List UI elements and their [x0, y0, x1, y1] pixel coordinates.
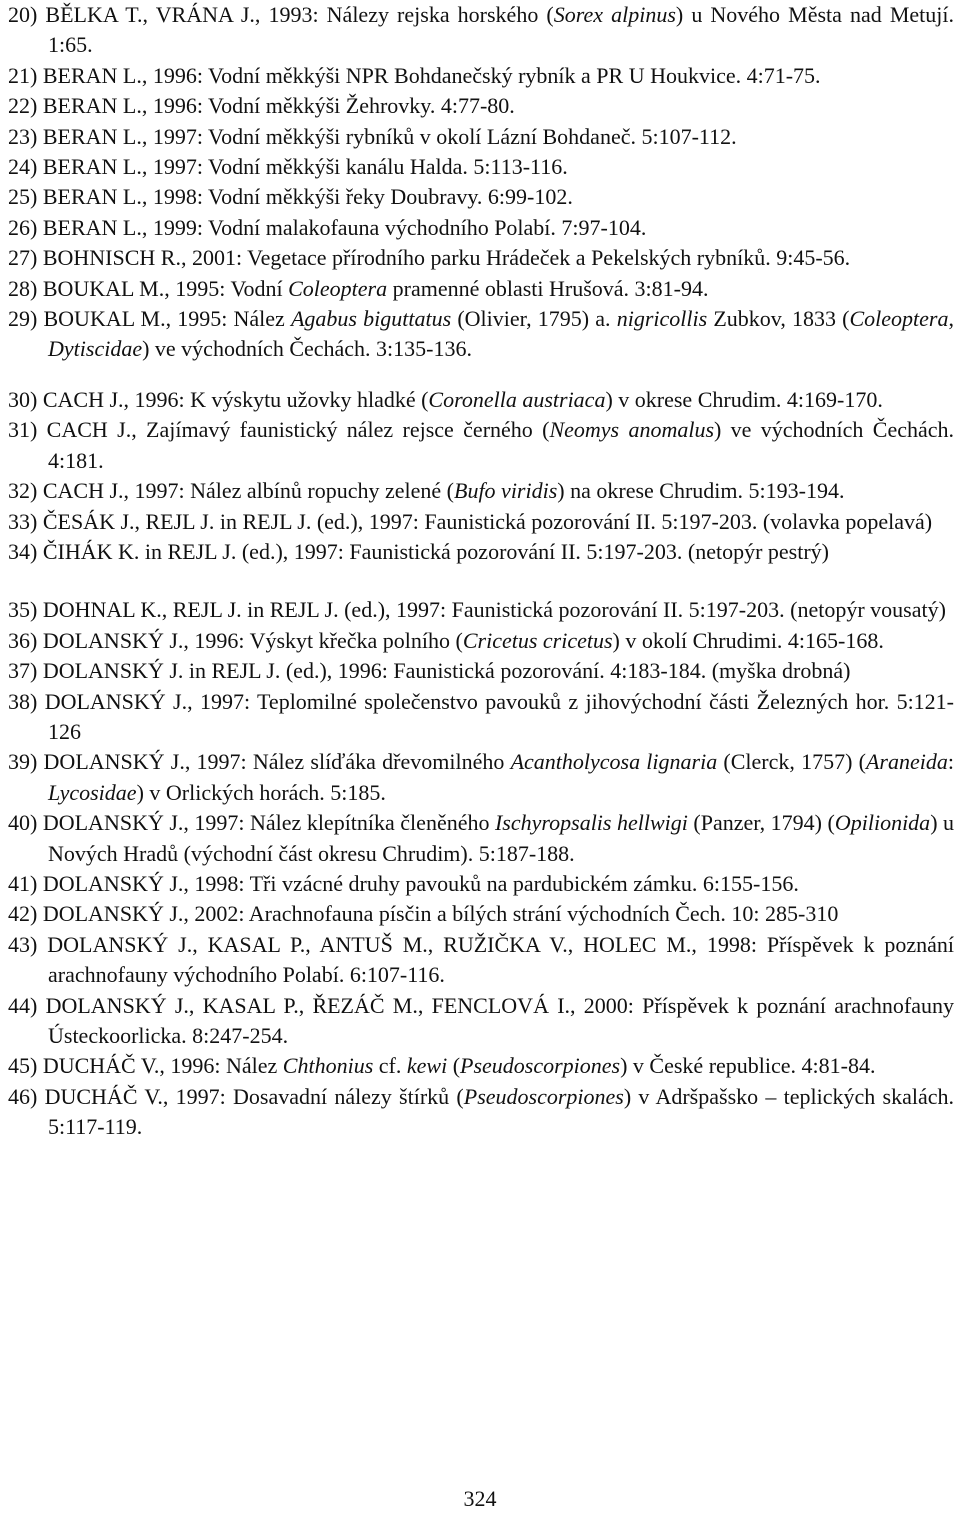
reference-entry — [8, 595, 954, 625]
reference-text: DOLANSKÝ J., 1996: Výskyt křečka polního ( — [42, 627, 463, 653]
reference-text: BERAN L., 1998: Vodní měkkýši řeky Doubravy. 6:99-102. — [42, 184, 573, 210]
reference-number: 29) — [8, 306, 38, 332]
reference-text: ) v České republice. 4:81-84. — [620, 1053, 876, 1079]
taxon-name: Ischyropsalis hellwigi — [494, 810, 688, 836]
reference-text: DOLANSKÝ J., 2002: Arachnofauna písčin a bílých strání východních Čech. 10: 285-310 — [42, 901, 839, 927]
reference-entry — [8, 626, 954, 656]
reference-text: DUCHÁČ V., 1997: Dosavadní nálezy štírků ( — [44, 1083, 464, 1109]
reference-number: 28) — [8, 275, 38, 301]
reference-number: 43) — [8, 931, 38, 957]
taxon-name: Cricetus cricetus — [462, 627, 613, 653]
taxon-name: Pseudoscorpiones — [463, 1083, 624, 1109]
reference-number: 35) — [8, 597, 38, 623]
reference-entry — [8, 991, 954, 1052]
reference-number: 23) — [8, 123, 38, 149]
reference-text: (Panzer, 1794) ( — [687, 810, 835, 836]
reference-text: cf. — [373, 1053, 407, 1079]
reference-entry — [8, 0, 954, 61]
reference-entry — [8, 304, 954, 365]
reference-entry — [8, 274, 954, 304]
reference-number: 22) — [8, 93, 38, 119]
reference-entry — [8, 476, 954, 506]
taxon-name: Opilionida — [834, 810, 931, 836]
reference-text: ) u Nového Města nad Metují. 1:65. — [48, 2, 955, 58]
reference-text: Zubkov, 1833 ( — [707, 306, 850, 332]
reference-text: BERAN L., 1996: Vodní měkkýši Žehrovky. 4:77-80. — [42, 93, 515, 119]
reference-text: DOLANSKÝ J., KASAL P., ŘEZÁČ M., FENCLOVÁ I., 2000: Příspěvek k poznání arachnofauny Ústeckoorlicka. 8:247-254. — [45, 992, 954, 1048]
reference-text: DOLANSKÝ J., 1997: Nález klepítníka členěného — [42, 810, 495, 836]
reference-number: 37) — [8, 658, 38, 684]
reference-text: (Olivier, 1795) a. — [451, 306, 617, 332]
reference-number: 31) — [8, 417, 38, 443]
reference-text: DOLANSKÝ J., 1997: Teplomilné společenstvo pavouků z jihovýchodní části Železných hor. 5:121-126 — [44, 688, 955, 744]
reference-text: BOUKAL M., 1995: Vodní — [42, 275, 289, 301]
taxon-name: Agabus biguttatus — [290, 306, 452, 332]
reference-number: 46) — [8, 1083, 38, 1109]
reference-entry — [8, 899, 954, 929]
taxon-name: Chthonius — [282, 1053, 374, 1079]
reference-text: ČIHÁK K. in REJL J. (ed.), 1997: Faunistická pozorování II. 5:197-203. (netopýr pestrý) — [42, 538, 829, 564]
reference-entry — [8, 415, 954, 476]
reference-text: ČESÁK J., REJL J. in REJL J. (ed.), 1997: Faunistická pozorování II. 5:197-203. (volavka popelavá) — [42, 508, 933, 534]
reference-number: 27) — [8, 245, 38, 271]
taxon-name: Neomys anomalus — [549, 417, 715, 443]
reference-number: 21) — [8, 62, 38, 88]
reference-number: 26) — [8, 214, 38, 240]
reference-text: DOLANSKÝ J., 1997: Nález slíďáka dřevomilného — [43, 749, 511, 775]
taxon-name: Sorex alpinus — [553, 2, 676, 27]
reference-number: 33) — [8, 508, 38, 534]
reference-text: CACH J., 1996: K výskytu užovky hladké ( — [42, 386, 429, 412]
reference-entry — [8, 808, 954, 869]
reference-text: BERAN L., 1999: Vodní malakofauna východního Polabí. 7:97-104. — [42, 214, 647, 240]
reference-entry — [8, 537, 954, 567]
reference-text: BOUKAL M., 1995: Nález — [43, 306, 291, 332]
reference-text: DOLANSKÝ J., 1998: Tři vzácné druhy pavouků na pardubickém zámku. 6:155-156. — [42, 870, 799, 896]
reference-entry — [8, 747, 954, 808]
reference-entry — [8, 507, 954, 537]
reference-text: : — [947, 749, 954, 775]
reference-text: BĚLKA T., VRÁNA J., 1993: Nálezy rejska horského ( — [45, 2, 554, 27]
taxon-name: Dytiscidae — [48, 336, 143, 362]
reference-number: 42) — [8, 901, 38, 927]
reference-entry — [8, 152, 954, 182]
reference-number: 44) — [8, 992, 38, 1018]
reference-text: CACH J., Zajímavý faunistický nález rejsce černého ( — [46, 417, 550, 443]
reference-text: ( — [447, 1053, 461, 1079]
reference-entry — [8, 243, 954, 273]
reference-entry — [8, 385, 954, 415]
taxon-name: Coleoptera — [288, 275, 388, 301]
reference-text: ) v okrese Chrudim. 4:169-170. — [605, 386, 883, 412]
reference-text: CACH J., 1997: Nález albínů ropuchy zelené ( — [42, 478, 454, 504]
reference-list — [8, 0, 954, 1143]
reference-text: ) v Orlických horách. 5:185. — [136, 779, 386, 805]
reference-number: 45) — [8, 1053, 38, 1079]
reference-entry — [8, 687, 954, 748]
taxon-name: Pseudoscorpiones — [460, 1053, 621, 1079]
reference-text: DOLANSKÝ J. in REJL J. (ed.), 1996: Faunistická pozorování. 4:183-184. (myška drobná) — [42, 658, 851, 684]
reference-text: BERAN L., 1997: Vodní měkkýši rybníků v okolí Lázní Bohdaneč. 5:107-112. — [42, 123, 737, 149]
reference-text: ) ve východních Čechách. 3:135-136. — [142, 336, 472, 362]
reference-number: 24) — [8, 154, 38, 180]
taxon-name: nigricollis — [616, 306, 708, 332]
taxon-name: Lycosidae — [48, 779, 137, 805]
reference-number: 41) — [8, 870, 38, 896]
reference-number: 36) — [8, 627, 38, 653]
reference-number: 20) — [8, 2, 38, 27]
reference-text: pramenné oblasti Hrušová. 3:81-94. — [387, 275, 709, 301]
reference-text: BERAN L., 1996: Vodní měkkýši NPR Bohdanečský rybník a PR U Houkvice. 4:71-75. — [42, 62, 821, 88]
reference-number: 40) — [8, 810, 38, 836]
reference-text: DUCHÁČ V., 1996: Nález — [42, 1053, 283, 1079]
reference-text: , — [948, 306, 954, 332]
reference-text: ) v Adršpašsko – teplických skalách. 5:117-119. — [48, 1083, 955, 1140]
reference-entry — [8, 930, 954, 991]
taxon-name: Coleoptera — [849, 306, 949, 332]
reference-text: ) u Nových Hradů (východní část okresu Chrudim). 5:187-188. — [48, 810, 955, 866]
reference-entry — [8, 122, 954, 152]
taxon-name: kewi — [406, 1053, 448, 1079]
reference-number: 34) — [8, 538, 38, 564]
taxon-name: Acantholycosa lignaria — [510, 749, 718, 775]
reference-number: 39) — [8, 749, 38, 775]
reference-text: DOLANSKÝ J., KASAL P., ANTUŠ M., RUŽIČKA V., HOLEC M., 1998: Příspěvek k poznání arachnofauny východního Polabí. 6:107-116. — [47, 931, 955, 988]
reference-entry — [8, 61, 954, 91]
taxon-name: Araneida — [865, 749, 948, 775]
reference-entry — [8, 91, 954, 121]
page-number: 324 — [463, 1486, 497, 1511]
reference-text: ) v okolí Chrudimi. 4:165-168. — [612, 627, 884, 653]
reference-text: ) na okrese Chrudim. 5:193-194. — [557, 478, 845, 504]
reference-number: 38) — [8, 688, 38, 714]
reference-text: ) ve východních Čechách. 4:181. — [48, 417, 955, 473]
reference-text: (Clerck, 1757) ( — [717, 749, 866, 775]
reference-entry — [8, 1082, 954, 1143]
reference-text: DOHNAL K., REJL J. in REJL J. (ed.), 1997: Faunistická pozorování II. 5:197-203. (netopýr vousatý) — [42, 597, 946, 623]
reference-entry — [8, 1051, 954, 1081]
reference-number: 32) — [8, 478, 38, 504]
reference-text: BERAN L., 1997: Vodní měkkýši kanálu Halda. 5:113-116. — [42, 154, 568, 180]
reference-number: 30) — [8, 386, 38, 412]
reference-text: BOHNISCH R., 2001: Vegetace přírodního parku Hrádeček a Pekelských rybníků. 9:45-56. — [42, 245, 851, 271]
reference-entry — [8, 656, 954, 686]
reference-entry — [8, 213, 954, 243]
reference-number: 25) — [8, 184, 38, 210]
reference-entry — [8, 182, 954, 212]
taxon-name: Coronella austriaca — [428, 386, 606, 412]
taxon-name: Bufo viridis — [454, 478, 558, 504]
reference-entry — [8, 869, 954, 899]
